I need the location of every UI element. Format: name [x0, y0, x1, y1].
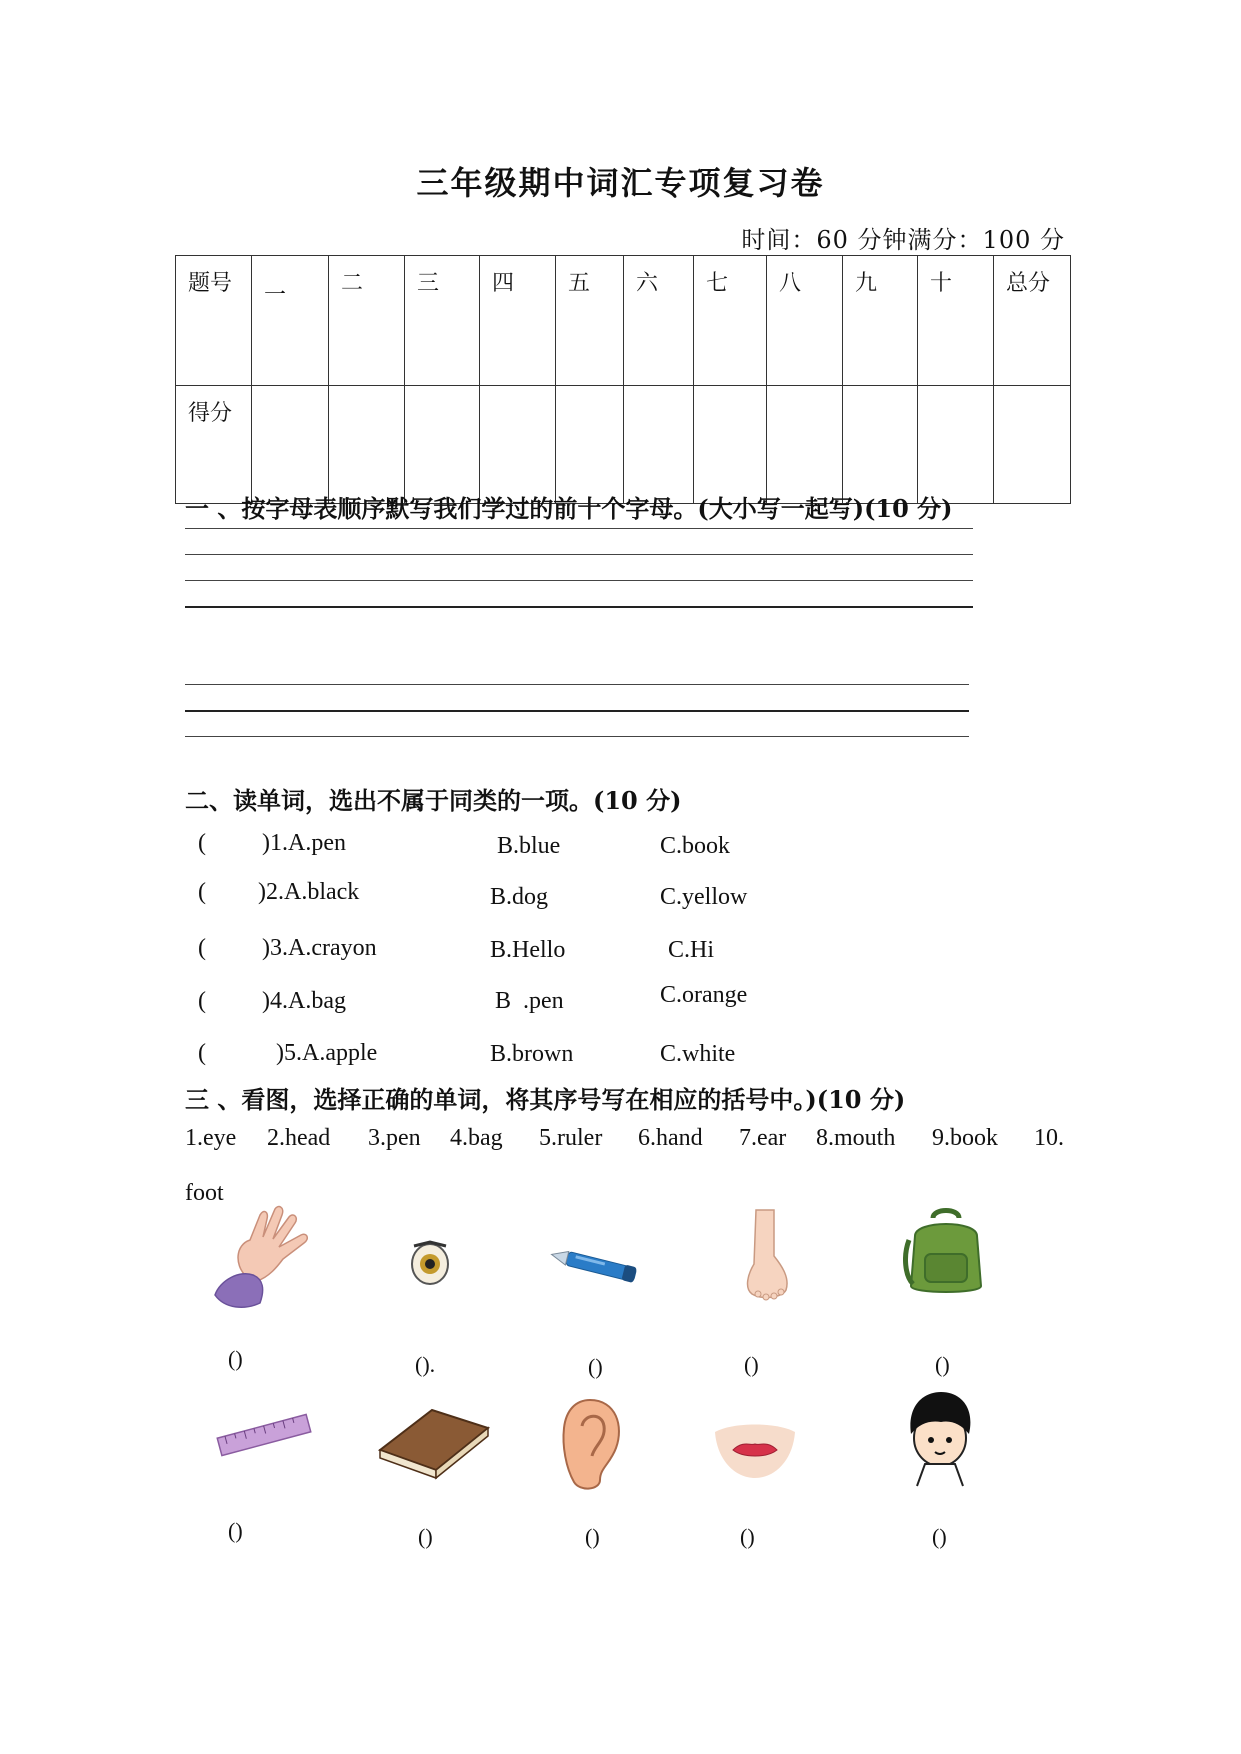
word-10: 10. — [1034, 1125, 1064, 1151]
answer-paren-open[interactable]: ( — [198, 879, 206, 905]
answer-paren[interactable]: () — [932, 1524, 947, 1549]
question-4-option-b: B .pen — [495, 988, 564, 1014]
question-4-option-c: C.orange — [660, 982, 748, 1008]
score-table-header-row — [176, 256, 1071, 386]
question-5-option-b: B.brown — [490, 1041, 574, 1067]
question-3-option-a: )3.A.crayon — [262, 935, 377, 961]
header-cell: 总分 — [994, 256, 1071, 386]
answer-paren[interactable]: (). — [415, 1352, 436, 1377]
header-cell: 九 — [843, 256, 918, 386]
page-title: 三年级期中词汇专项复习卷 — [416, 164, 825, 202]
score-cell[interactable] — [843, 386, 918, 504]
word-10-cont: foot — [185, 1180, 224, 1206]
word-1: 1.eye — [185, 1125, 237, 1151]
writing-line[interactable] — [185, 710, 969, 712]
ruler-picture — [216, 1410, 312, 1460]
answer-paren[interactable]: () — [744, 1352, 759, 1377]
writing-line[interactable] — [185, 736, 969, 737]
header-cell: 八 — [767, 256, 843, 386]
header-cell: 一 — [252, 256, 329, 386]
mouth-picture — [713, 1420, 797, 1480]
section2-title: 二、读单词，选出不属于同类的一项。(10 分) — [185, 786, 682, 815]
answer-paren[interactable]: () — [228, 1518, 243, 1543]
answer-paren[interactable]: () — [935, 1352, 950, 1377]
question-1-option-c: C.book — [660, 833, 731, 859]
score-table — [175, 255, 1071, 504]
score-table-score-row — [176, 386, 1071, 504]
score-cell[interactable] — [994, 386, 1071, 504]
score-cell[interactable] — [480, 386, 556, 504]
header-cell: 六 — [624, 256, 694, 386]
header-cell: 十 — [918, 256, 994, 386]
question-1-option-a: )1.A.pen — [262, 830, 346, 856]
question-2-option-c: C.yellow — [660, 884, 748, 910]
bag-picture — [903, 1206, 989, 1298]
answer-paren-open[interactable]: ( — [198, 935, 206, 961]
word-4: 4.bag — [450, 1125, 503, 1151]
word-6: 6.hand — [638, 1125, 703, 1151]
score-cell[interactable] — [918, 386, 994, 504]
section1-title: 一 、按字母表顺序默写我们学过的前十个字母。(大小写一起写)(10 分) — [185, 494, 953, 523]
answer-paren[interactable]: () — [418, 1524, 433, 1549]
score-cell[interactable] — [252, 386, 329, 504]
section3-title: 三 、看图，选择正确的单词，将其序号写在相应的括号中。)(10 分) — [185, 1085, 906, 1114]
writing-line[interactable] — [185, 606, 973, 608]
word-2: 2.head — [267, 1125, 331, 1151]
question-3-option-b: B.Hello — [490, 937, 566, 963]
answer-paren[interactable]: () — [228, 1346, 243, 1371]
word-7: 7.ear — [739, 1125, 787, 1151]
question-1-option-b: B.blue — [497, 833, 561, 859]
score-cell[interactable] — [694, 386, 767, 504]
writing-line[interactable] — [185, 528, 973, 529]
word-3: 3.pen — [368, 1125, 421, 1151]
header-cell: 五 — [556, 256, 624, 386]
pen-picture — [544, 1244, 644, 1288]
question-5-option-c: C.white — [660, 1041, 736, 1067]
answer-paren[interactable]: () — [740, 1524, 755, 1549]
eye-picture — [408, 1238, 454, 1288]
word-9: 9.book — [932, 1125, 998, 1151]
question-5-option-a: )5.A.apple — [276, 1040, 378, 1066]
head-picture — [903, 1390, 977, 1490]
answer-paren[interactable]: () — [585, 1524, 600, 1549]
score-cell[interactable] — [556, 386, 624, 504]
answer-paren-open[interactable]: ( — [198, 1040, 206, 1066]
score-row-label: 得分 — [176, 386, 252, 504]
ear-picture — [560, 1396, 626, 1492]
answer-paren-open[interactable]: ( — [198, 830, 206, 856]
hand-picture — [205, 1205, 321, 1315]
question-4-option-a: )4.A.bag — [262, 988, 346, 1014]
header-cell: 四 — [480, 256, 556, 386]
score-cell[interactable] — [405, 386, 480, 504]
header-cell: 三 — [405, 256, 480, 386]
question-2-option-b: B.dog — [490, 884, 549, 910]
answer-paren[interactable]: () — [588, 1354, 603, 1379]
book-picture — [372, 1400, 494, 1482]
header-cell: 七 — [694, 256, 767, 386]
header-cell: 二 — [329, 256, 405, 386]
time-score-line: 时间：60 分钟满分：100 分 — [741, 226, 1065, 254]
question-3-option-c: C.Hi — [668, 937, 715, 963]
writing-line[interactable] — [185, 554, 973, 555]
header-cell: 题号 — [176, 256, 252, 386]
answer-paren-open[interactable]: ( — [198, 988, 206, 1014]
word-5: 5.ruler — [539, 1125, 603, 1151]
score-cell[interactable] — [624, 386, 694, 504]
writing-line[interactable] — [185, 580, 973, 581]
question-2-option-a: )2.A.black — [258, 879, 360, 905]
score-cell[interactable] — [767, 386, 843, 504]
word-8: 8.mouth — [816, 1125, 896, 1151]
writing-line[interactable] — [185, 684, 969, 685]
foot-picture — [738, 1208, 796, 1302]
score-cell[interactable] — [329, 386, 405, 504]
